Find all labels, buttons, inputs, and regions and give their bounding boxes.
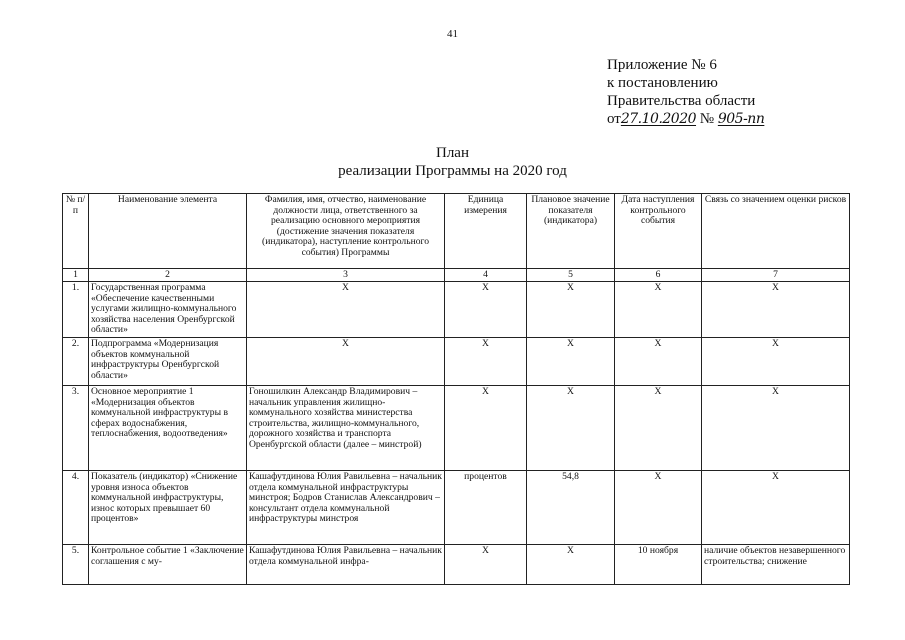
plan-title-line2: реализации Программы на 2020 год [338, 163, 567, 179]
handwritten-date: 27.10.2020 [620, 111, 697, 127]
risk-link: Х [702, 338, 850, 386]
table-row [63, 471, 850, 545]
header-cell: Наименование элемента [89, 194, 247, 269]
event-date: Х [615, 338, 702, 386]
unit: Х [445, 282, 527, 338]
column-number: 1 [63, 269, 89, 282]
plan-title-line1: План [435, 145, 469, 161]
unit: процентов [445, 471, 527, 545]
element-name: Подпрограмма «Модернизация объектов коммунальной инфраструктуры Оренбургской области» [89, 338, 247, 386]
header-row [63, 194, 850, 269]
risk-link: Х [702, 471, 850, 545]
header-cell: Плановое значение показателя (индикатора) [527, 194, 615, 269]
planned-value: Х [527, 545, 615, 585]
column-number-row [63, 269, 850, 282]
row-number: 5. [63, 545, 89, 585]
responsible-person: Гоношилкин Александр Владимирович – начальник управления жилищно-коммунального хозяйства министерства строительства, жилищно-коммунального, дорожного хозяйства и транспорта Оренбургской области (далее – минстрой) [247, 386, 445, 471]
number-prefix: № [699, 111, 715, 127]
responsible-person: Х [247, 338, 445, 386]
row-number: 2. [63, 338, 89, 386]
table-row [63, 545, 850, 585]
appendix-line-government: Правительства области [607, 93, 756, 109]
appendix-block [607, 56, 764, 128]
date-prefix: от [607, 111, 621, 127]
risk-link: наличие объектов незавершенного строительства; снижение [702, 545, 850, 585]
appendix-title: Приложение № 6 [607, 57, 717, 73]
table-row [63, 282, 850, 338]
unit: Х [445, 386, 527, 471]
unit: Х [445, 545, 527, 585]
planned-value: Х [527, 386, 615, 471]
planned-value: Х [527, 338, 615, 386]
header-cell: Единица измерения [445, 194, 527, 269]
column-number: 4 [445, 269, 527, 282]
planned-value: Х [527, 282, 615, 338]
responsible-person: Кашафутдинова Юлия Равильевна – начальник отдела коммунальной инфра- [247, 545, 445, 585]
element-name: Контрольное событие 1 «Заключение соглашения с му- [89, 545, 247, 585]
event-date: Х [615, 386, 702, 471]
column-number: 5 [527, 269, 615, 282]
plan-table [62, 193, 850, 585]
element-name: Государственная программа «Обеспечение качественными услугами жилищно-коммунального хозяйства населения Оренбургской области» [89, 282, 247, 338]
column-number: 2 [89, 269, 247, 282]
risk-link: Х [702, 282, 850, 338]
unit: Х [445, 338, 527, 386]
planned-value: 54,8 [527, 471, 615, 545]
plan-title [0, 144, 905, 180]
header-cell: № п/п [63, 194, 89, 269]
responsible-person: Кашафутдинова Юлия Равильевна – начальник отдела коммунальной инфраструктуры минстроя; Бодров Станислав Александрович – консультант отдела коммунальной инфраструктуры минстроя [247, 471, 445, 545]
row-number: 4. [63, 471, 89, 545]
appendix-date-line [607, 110, 764, 128]
column-number: 6 [615, 269, 702, 282]
event-date: 10 ноября [615, 545, 702, 585]
element-name: Показатель (индикатор) «Снижение уровня износа объектов коммунальной инфраструктуры, износ которых превышает 60 процентов» [89, 471, 247, 545]
risk-link: Х [702, 386, 850, 471]
table-row [63, 338, 850, 386]
table-row [63, 386, 850, 471]
row-number: 1. [63, 282, 89, 338]
responsible-person: Х [247, 282, 445, 338]
appendix-line-resolution: к постановлению [607, 75, 718, 91]
element-name: Основное мероприятие 1 «Модернизация объектов коммунальной инфраструктуры в сферах водоснабжения, теплоснабжения, водоотведения» [89, 386, 247, 471]
handwritten-number: 905-пп [717, 111, 765, 127]
header-cell: Связь со значением оценки рисков [702, 194, 850, 269]
event-date: Х [615, 282, 702, 338]
column-number: 7 [702, 269, 850, 282]
header-cell: Фамилия, имя, отчество, наименование должности лица, ответственного за реализацию основного мероприятия (достижение значения показателя (индикатора), наступление контрольного события) Программы [247, 194, 445, 269]
header-cell: Дата наступления контрольного события [615, 194, 702, 269]
event-date: Х [615, 471, 702, 545]
page-number: 41 [447, 28, 458, 40]
column-number: 3 [247, 269, 445, 282]
row-number: 3. [63, 386, 89, 471]
